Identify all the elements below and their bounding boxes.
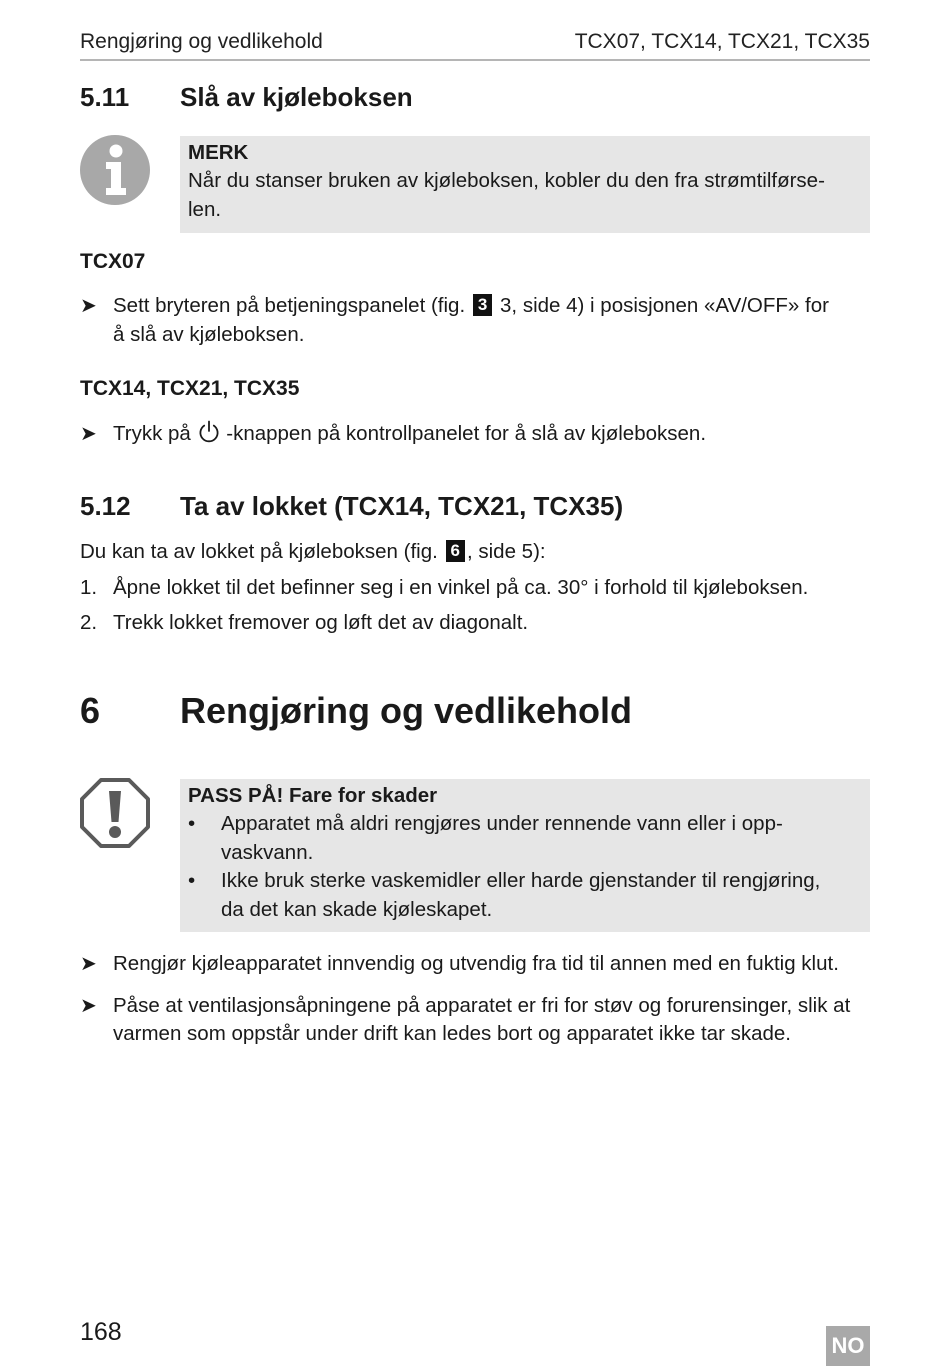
step-text: Åpne lokket til det befinner seg i en vinkel på ca. 30° i forhold til kjøleboksen. bbox=[113, 576, 809, 599]
warning-bullet-line: Apparatet må aldri rengjøres under rennende vann eller i opp- bbox=[221, 812, 783, 835]
language-badge: NO bbox=[826, 1326, 870, 1366]
figure-badge: 3 bbox=[473, 294, 492, 316]
section-number-511: 5.11 bbox=[80, 82, 130, 112]
warning-label: PASS PÅ! Fare for skader bbox=[188, 784, 438, 807]
warning-octagon-icon bbox=[79, 777, 151, 849]
section-title-511: Slå av kjøleboksen bbox=[180, 82, 413, 112]
arrow-icon: ➤ bbox=[80, 995, 97, 1017]
note-box bbox=[180, 136, 870, 233]
section-number-512: 5.12 bbox=[80, 491, 131, 521]
header-rule bbox=[80, 59, 870, 61]
subheading-tcx-multi: TCX14, TCX21, TCX35 bbox=[80, 377, 300, 400]
chapter-title: Rengjøring og vedlikehold bbox=[180, 690, 633, 731]
step-text: Trekk lokket fremover og løft det av diagonalt. bbox=[113, 611, 529, 634]
warning-box bbox=[180, 779, 870, 932]
warning-bullet-line: da det kan skade kjøleskapet. bbox=[221, 897, 493, 921]
step-number: 2. bbox=[80, 611, 98, 634]
section-512-intro bbox=[80, 538, 546, 567]
page-number: 168 bbox=[80, 1318, 122, 1346]
running-header-right: TCX07, TCX14, TCX21, TCX35 bbox=[574, 30, 870, 53]
instruction-text: Sett bryteren på betjeningspanelet (fig. bbox=[113, 294, 466, 317]
warning-bullet-line: Ikke bruk sterke vaskemidler eller harde gjenstander til rengjøring, bbox=[221, 869, 821, 892]
running-header-left: Rengjøring og vedlikehold bbox=[80, 30, 323, 53]
warning-bullet bbox=[188, 810, 783, 867]
cleaning-instruction: Rengjør kjøleapparatet innvendig og utvendig fra tid til annen med en fuktig klut. bbox=[113, 952, 839, 975]
instruction-tcx07 bbox=[113, 292, 829, 321]
intro-text: Du kan ta av lokket på kjøleboksen (fig. bbox=[80, 540, 438, 563]
chapter-number: 6 bbox=[80, 690, 101, 731]
power-icon bbox=[197, 420, 221, 444]
arrow-icon: ➤ bbox=[80, 953, 97, 975]
instruction-text: 3, side 4) i posisjonen «AV/OFF» for bbox=[500, 294, 829, 317]
section-title-512: Ta av lokket (TCX14, TCX21, TCX35) bbox=[180, 491, 624, 521]
intro-text: , side 5): bbox=[466, 540, 546, 563]
warning-bullet bbox=[188, 867, 820, 924]
instruction-text: Trykk på bbox=[113, 422, 191, 445]
cleaning-instruction: Påse at ventilasjonsåpningene på apparatet er fri for støv og forurensinger, slik at bbox=[113, 994, 851, 1017]
instruction-tcx07-line2: å slå av kjøleboksen. bbox=[113, 323, 305, 346]
warning-bullet-line: vaskvann. bbox=[221, 840, 314, 864]
note-line-1: Når du stanser bruken av kjøleboksen, kobler du den fra strømtilførse- bbox=[188, 169, 825, 192]
cleaning-instruction-line2: varmen som oppstår under drift kan ledes bort og apparatet ikke tar skade. bbox=[113, 1022, 792, 1045]
bullet-dot: • bbox=[188, 869, 196, 892]
arrow-icon: ➤ bbox=[80, 295, 97, 317]
note-line-2: len. bbox=[188, 198, 222, 221]
instruction-tcx-multi bbox=[113, 420, 706, 449]
figure-badge: 6 bbox=[446, 540, 465, 562]
step-number: 1. bbox=[80, 576, 98, 599]
info-icon bbox=[79, 134, 151, 206]
note-label: MERK bbox=[188, 141, 249, 164]
arrow-icon: ➤ bbox=[80, 423, 97, 445]
subheading-tcx07: TCX07 bbox=[80, 250, 146, 273]
instruction-text: -knappen på kontrollpanelet for å slå av kjøleboksen. bbox=[226, 422, 707, 445]
bullet-dot: • bbox=[188, 812, 196, 835]
